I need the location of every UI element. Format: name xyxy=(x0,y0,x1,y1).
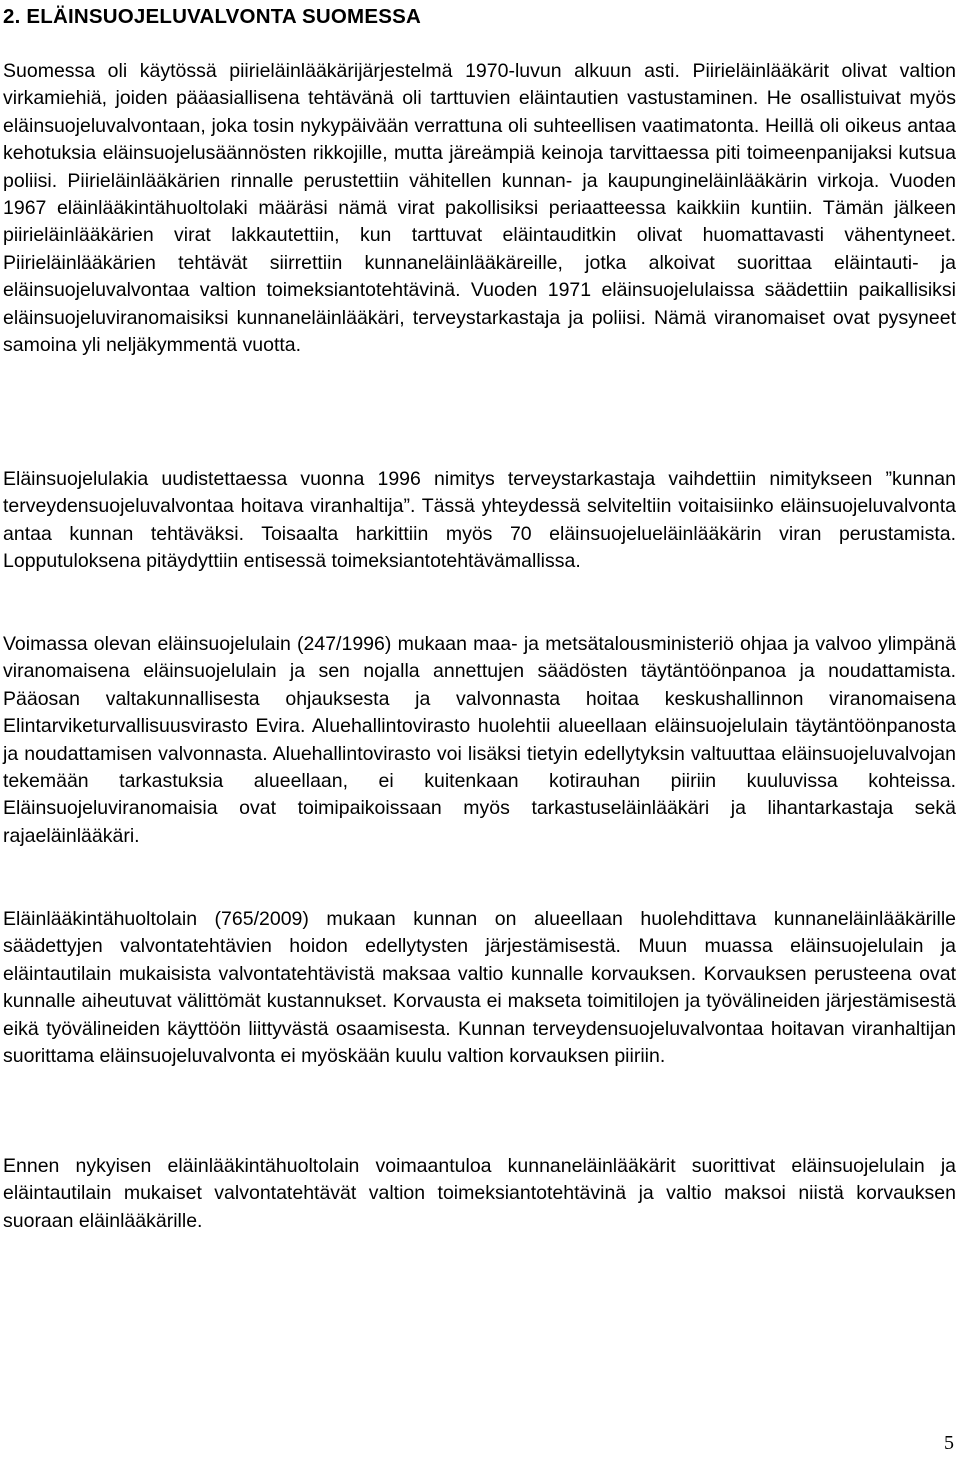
paragraph-history: Suomessa oli käytössä piirieläinlääkärijärjestelmä 1970-luvun alkuun asti. Piirieläinlääkärit olivat valtion virkamiehiä, joiden pääasiallisena tehtävänä oli tarttuvien eläintautien vastustaminen. He osallistuivat myös eläinsuojeluvalvontaan, joka tosin nykypäivään verrattuna oli suhteellisen vaatimatonta. Heillä oli oikeus antaa kehotuksia eläinsuojelusäännösten rikkojille, mutta järeämpiä keinoja tarvittaessa piti toimeenpanijaksi kutsua poliisi. Piirieläinlääkärien rinnalle perustettiin vähitellen kunnan- ja kaupungineläinlääkärin virkoja. Vuoden 1967 eläinlääkintähuoltolaki määräsi nämä virat pakollisiksi periaatteessa kaikkiin kuntiin. Tämän jälkeen piirieläinlääkärien virat lakkautettiin, kun tarttuvat eläintauditkin olivat huomattavasti vähentyneet. Piirieläinlääkärien tehtävät siirrettiin kunnaneläinlääkäreille, jotka alkoivat suorittaa eläintauti- ja eläinsuojeluvalvontaa valtion toimeksiantotehtävinä. Vuoden 1971 eläinsuojelulaissa säädettiin paikallisiksi eläinsuojeluviranomaisiksi kunnaneläinlääkäri, terveystarkastaja ja poliisi. Nämä viranomaiset ovat pysyneet samoina yli neljäkymmentä vuotta. xyxy=(3,60,956,357)
paragraph-veterinary-care-act: Eläinlääkintähuoltolain (765/2009) mukaan kunnan on alueellaan huolehdittava kunnaneläinlääkärille säädettyjen valvontatehtävien hoidon edellytysten järjestämisestä. Muun muassa eläinsuojelulain ja eläintautilain mukaisista valvontatehtävistä maksaa valtio kunnalle korvauksen. Korvauksen perusteena ovat kunnalle aiheutuvat välittömät kustannukset. Korvausta ei makseta toimitilojen ja työvälineiden järjestämisestä eikä työvälineiden käyttöön liittyvästä osaamisesta. Kunnan terveydensuojeluvalvontaa hoitavan viranhaltijan suorittama eläinsuojeluvalvonta ei myöskään kuulu valtion korvauksen piiriin. xyxy=(3,908,956,1068)
paragraph-before-current-act: Ennen nykyisen eläinlääkintähuoltolain voimaantuloa kunnaneläinlääkärit suorittivat eläinsuojelulain ja eläintautilain mukaiset valvontatehtävät valtion toimeksiantotehtävinä ja valtio maksoi niistä korvauksen suoraan eläinlääkärille. xyxy=(3,1155,956,1232)
paragraph-current-law: Voimassa olevan eläinsuojelulain (247/1996) mukaan maa- ja metsätalousministeriö ohjaa ja valvoo ylimpänä viranomaisena eläinsuojelulain ja sen nojalla annettujen säädösten täytäntöönpanoa ja noudattamista. Pääosan valtakunnallisesta ohjauksesta ja valvonnasta hoitaa keskushallinnon viranomaisena Elintarviketurvallisuusvirasto Evira. Aluehallintovirasto huolehtii alueellaan eläinsuojelulain täytäntöönpanosta ja noudattamisen valvonnasta. Aluehallintovirasto voi lisäksi tietyin edellytyksin valtuuttaa eläinsuojeluvalvojan tekemään tarkastuksia alueellaan, ei kuitenkaan kotirauhan piiriin kuuluvissa kohteissa. Eläinsuojeluviranomaisia ovat toimipaikoissaan myös tarkastuseläinlääkäri ja lihantarkastaja sekä rajaeläinlääkäri. xyxy=(3,633,956,847)
page-number: 5 xyxy=(944,1432,954,1454)
paragraph-law-reform-1996: Eläinsuojelulakia uudistettaessa vuonna 1996 nimitys terveystarkastaja vaihdettiin nimitykseen ”kunnan terveydensuojeluvalvontaa hoitava viranhaltija”. Tässä yhteydessä selviteltiin voitaisiinko eläinsuojeluvalvonta antaa kunnan tehtäväksi. Toisaalta harkittiin myös 70 eläinsuojelueläinlääkärin viran perustamista. Lopputuloksena pitäydyttiin entisessä toimeksiantotehtävämallissa. xyxy=(3,468,956,573)
section-heading: 2. ELÄINSUOJELUVALVONTA SUOMESSA xyxy=(3,5,421,28)
